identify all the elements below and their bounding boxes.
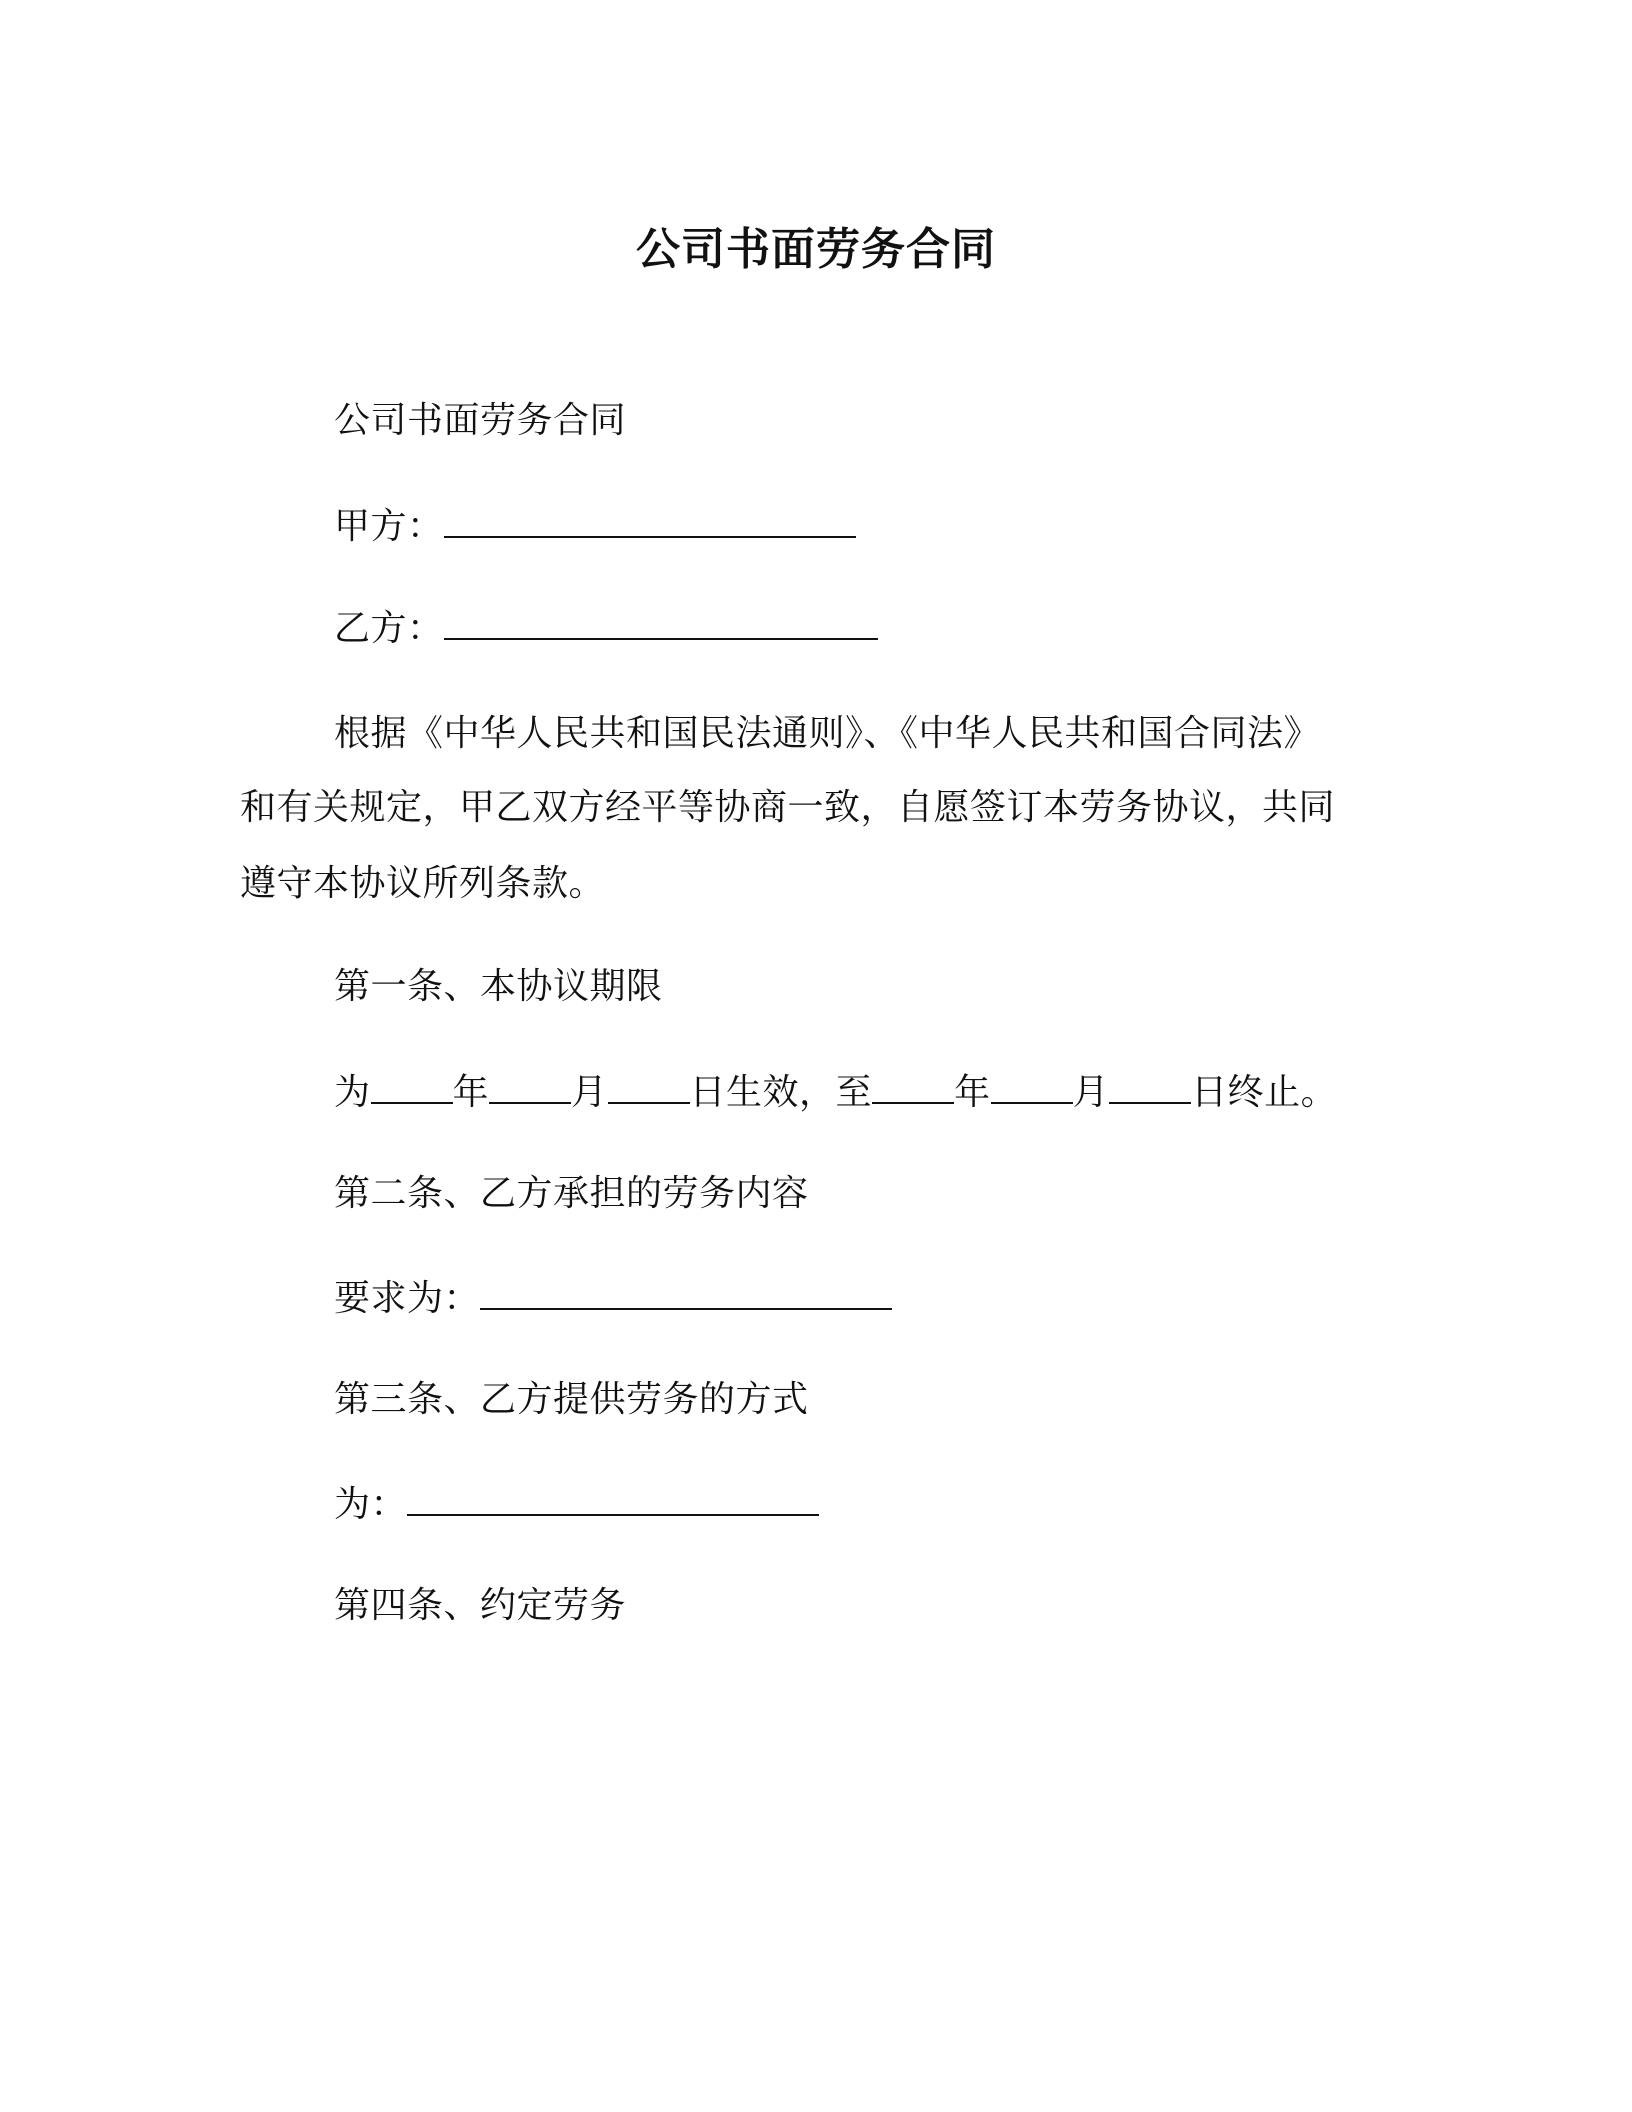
start-year-blank [371,1068,453,1104]
end-day-label: 日终止。 [1191,1072,1338,1113]
start-day-blank [608,1068,690,1104]
preamble-line-1: 根据《中华人民共和国民法通则》、《中华人民共和国合同法》 [334,713,1321,754]
article-2-label: 要求为： [334,1278,481,1319]
article-4-heading: 第四条、约定劳务 [334,1585,627,1626]
start-year-label: 年 [452,1072,490,1113]
document-title: 公司书面劳务合同 [636,224,996,275]
document-subtitle: 公司书面劳务合同 [334,400,627,441]
article-1-term-line [334,1068,1337,1117]
end-month-label: 月 [1072,1072,1110,1113]
article-3-method-line [334,1480,819,1529]
party-b-line [334,604,878,653]
party-a-label: 甲方： [334,506,444,547]
start-month-label: 月 [571,1072,608,1113]
party-a-blank [444,502,856,538]
party-b-blank [444,604,878,640]
article-1-heading: 第一条、本协议期限 [334,966,663,1007]
article-3-label: 为： [334,1484,408,1525]
preamble-line-2: 和有关规定，甲乙双方经平等协商一致，自愿签订本劳务协议，共同 [240,787,1336,828]
preamble-line-3: 遵守本协议所列条款。 [240,863,606,904]
party-b-label: 乙方： [334,608,444,649]
end-month-blank [991,1068,1073,1104]
article-3-blank [407,1480,819,1516]
start-day-label: 日生效，至 [689,1072,873,1113]
article-3-heading: 第三条、乙方提供劳务的方式 [334,1379,809,1420]
article-2-heading: 第二条、乙方承担的劳务内容 [334,1173,809,1214]
article-2-requirement-line [334,1274,892,1323]
end-day-blank [1109,1068,1191,1104]
article-1-prefix: 为 [334,1072,371,1113]
party-a-line [334,502,856,551]
end-year-blank [872,1068,954,1104]
start-month-blank [489,1068,571,1104]
article-2-blank [480,1274,892,1310]
end-year-label: 年 [954,1072,991,1113]
